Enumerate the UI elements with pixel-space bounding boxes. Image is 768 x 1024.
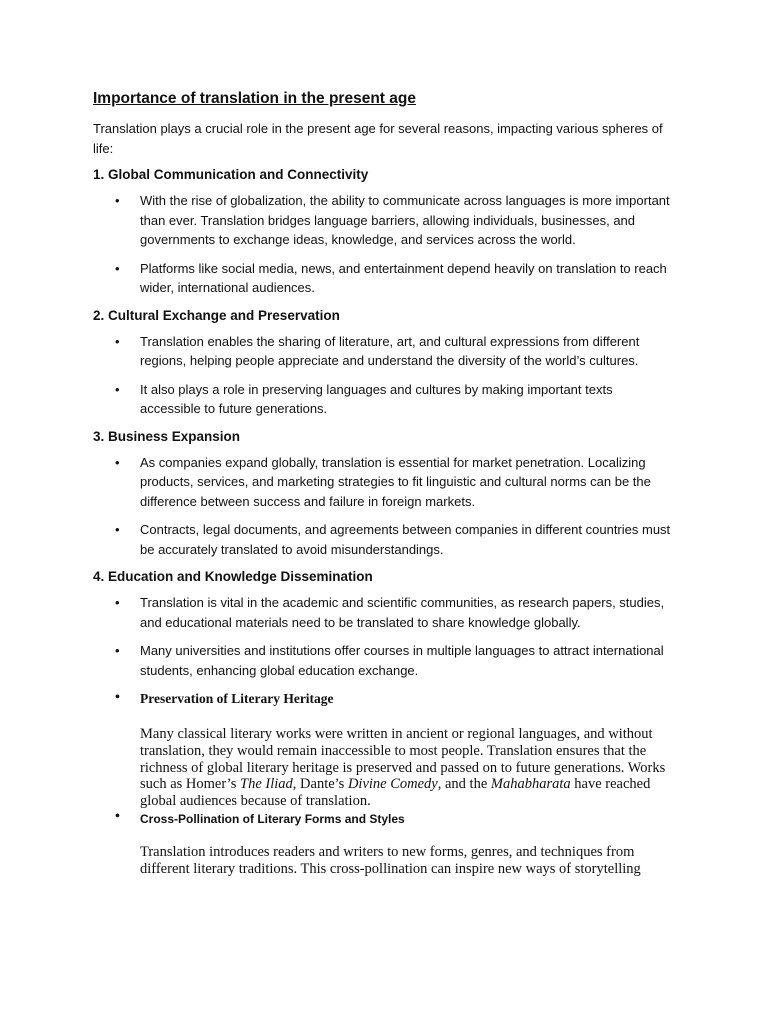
bullet-icon: • <box>115 333 120 349</box>
list-item-text: Translation enables the sharing of literature, art, and cultural expressions from different regions, helping people appreciate and understand the diversity of the world’s cultures. <box>140 333 640 368</box>
work-title: The Iliad <box>240 776 293 793</box>
bullet-icon: • <box>115 381 120 397</box>
work-title: Divine Comedy <box>347 776 438 793</box>
bullet-icon: • <box>115 690 120 705</box>
cross-pollination-block <box>93 808 676 878</box>
list-item-text: As companies expand globally, translation is essential for market penetration. Localizing products, services, and marketing strategies to fit linguistic and cultural norms can be the difference between success and failure in foreign markets. <box>140 454 651 509</box>
list-item-text: It also plays a role in preserving languages and cultures by making important texts accessible to future generations. <box>140 381 613 416</box>
list-item-text: Translation is vital in the academic and scientific communities, as research papers, studies, and educational materials need to be translated to share knowledge globally. <box>140 595 665 630</box>
cross-pollination-heading: Cross-Pollination of Literary Forms and Styles <box>140 811 405 826</box>
list-item <box>93 191 676 250</box>
paragraph-text: Many classical literary works were written in ancient or regional languages, and without translation, they would remain inaccessible to most people. Translation ensures that the richness of global literary heritage is preserved and passed on to future generations. Works such as Homer’s <box>140 726 666 793</box>
list-item <box>93 332 676 371</box>
section-heading-business-expansion: 3. Business Expansion <box>93 428 241 444</box>
list-item <box>93 453 676 512</box>
bullet-icon: • <box>115 193 120 208</box>
work-title: Mahabharata <box>490 776 571 793</box>
bullet-icon: • <box>115 643 120 658</box>
intro-paragraph: Translation plays a crucial role in the present age for several reasons, impacting various spheres of life: <box>93 121 663 156</box>
list-item <box>93 380 676 419</box>
section-heading-global-communication: 1. Global Communication and Connectivity <box>93 167 369 182</box>
literary-heritage-block <box>93 690 676 810</box>
list-item <box>93 593 676 632</box>
document-title: Importance of translation in the present age <box>93 90 416 107</box>
list-item-text: Many universities and institutions offer courses in multiple languages to attract international students, enhancing global education exchange. <box>140 643 664 678</box>
bullet-icon: • <box>115 595 120 610</box>
paragraph-text: have reached global audiences because of translation. <box>140 776 651 810</box>
bullet-icon: • <box>115 260 120 276</box>
bullet-list <box>93 593 676 680</box>
bullet-list <box>93 453 676 560</box>
list-item-text: Contracts, legal documents, and agreements between companies in different countries must be accurately translated to avoid misunderstandings. <box>140 522 671 557</box>
list-item <box>93 259 676 298</box>
paragraph-text: , and the <box>437 776 491 793</box>
paragraph-text: , Dante’s <box>292 776 348 793</box>
literary-heritage-heading: Preservation of Literary Heritage <box>140 691 334 706</box>
list-item <box>93 520 676 559</box>
section-heading-cultural-exchange: 2. Cultural Exchange and Preservation <box>93 307 340 323</box>
bullet-icon: • <box>115 454 120 470</box>
list-item <box>93 641 676 680</box>
section-heading-education: 4. Education and Knowledge Dissemination <box>93 569 373 584</box>
bullet-icon: • <box>115 522 120 537</box>
list-item-text: With the rise of globalization, the ability to communicate across languages is more important than ever. Translation bridges language barriers, allowing individuals, businesses, and governments to exchange ideas, knowledge, and services across the world. <box>140 193 670 247</box>
bullet-list <box>93 191 676 298</box>
bullet-icon: • <box>115 808 120 824</box>
literary-heritage-paragraph <box>140 726 676 810</box>
cross-pollination-paragraph: Translation introduces readers and writers to new forms, genres, and techniques from different literary traditions. This cross-pollination can inspire new ways of storytelling <box>140 843 641 877</box>
list-item-text: Platforms like social media, news, and entertainment depend heavily on translation to reach wider, international audiences. <box>140 260 667 295</box>
bullet-list <box>93 332 676 419</box>
